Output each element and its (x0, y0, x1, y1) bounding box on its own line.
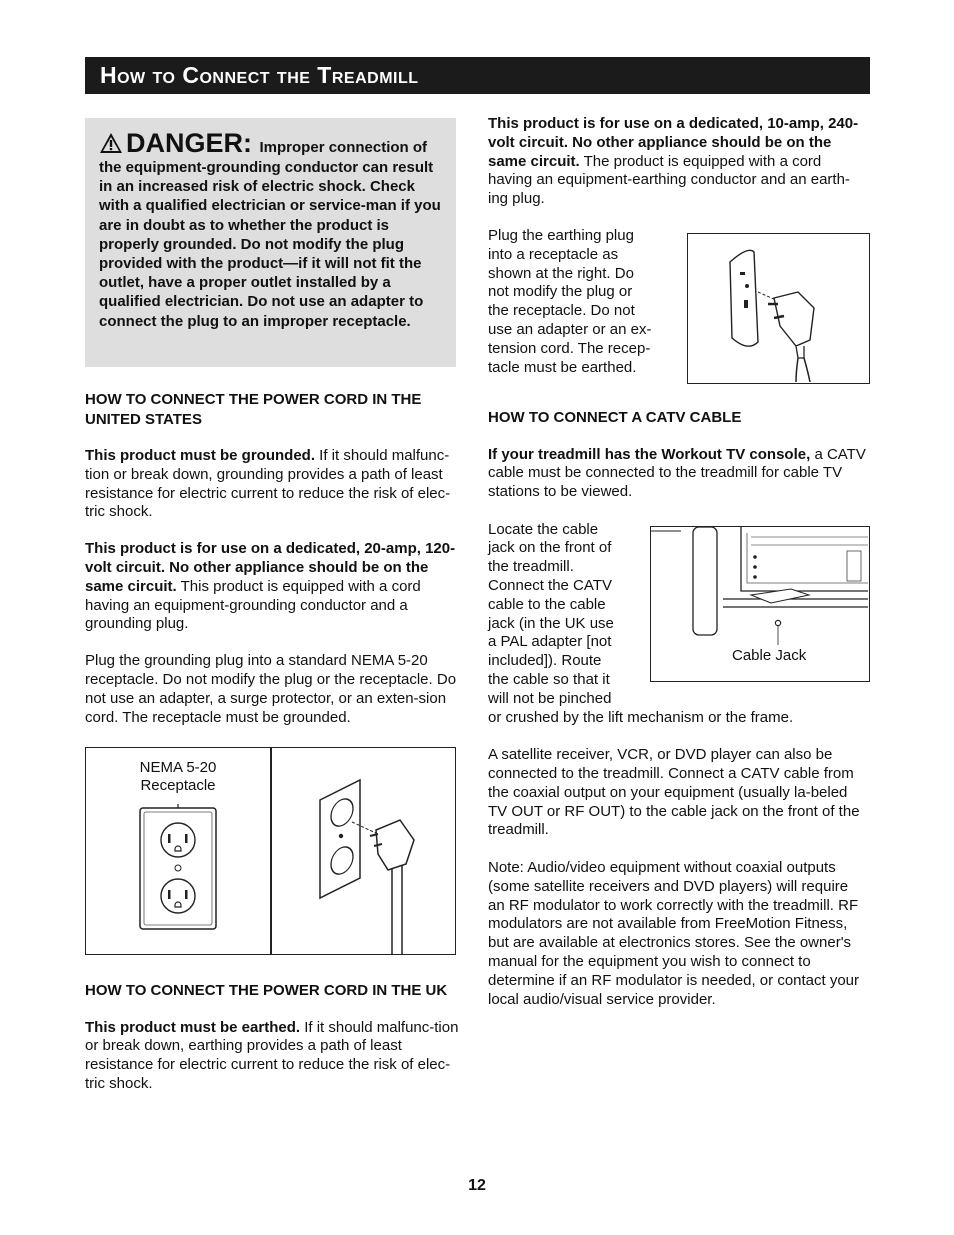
us-section (85, 390, 465, 727)
page-title: How to Connect the Treadmill (100, 62, 419, 88)
danger-word: DANGER: (126, 128, 252, 158)
danger-body: of the equipment-grounding conductor can result in an increased risk of electric shock. Check with a qualified electrician or service-man if you are in doubt as to whether the product is properly grounded. Do not modify the plug provided with the product—if it will not fit the outlet, have a proper outlet installed by a qualified electrician. Do not use an adapter to connect the plug to an improper receptacle. (99, 139, 441, 330)
catv-paragraph-2: Locate the cable jack on the front of the treadmill. Connect the CATV cable to the cable jack (in the UK use a PAL adapter [not included]). Route the cable so that it will not be pinched or crushed by the lift mechanism or the frame. (488, 520, 794, 726)
catv-paragraph-4: Note: Audio/video equipment without coaxial outputs (some satellite receivers and DVD players) will require an RF modulator to work correctly with the treadmill. RF modulators are not available from FreeMotion Fitness, but are available at electronics stores. See the owner's manual for the equipment you wish to connect to determine if an RF modulator is needed, or contact your local audio/visual service provider. (488, 859, 860, 1008)
us-paragraph-1: This product must be grounded. If it should malfunc-tion or break down, grounding provides a path of least resistance for electric current to reduce the risk of elec-tric shock. (85, 447, 451, 521)
catv-paragraph-1: If your treadmill has the Workout TV console, a CATV cable must be connected to the treadmill for cable TV stations to be viewed. (488, 445, 866, 501)
danger-lead: Improper connection (259, 139, 409, 156)
cable-jack-label: Cable Jack (732, 647, 807, 664)
uk-section-left (85, 981, 465, 1094)
us-figure (85, 747, 456, 955)
cable-jack-figure (650, 526, 870, 682)
us-heading: HOW TO CONNECT THE POWER CORD IN THE UNITED STATES (85, 391, 422, 428)
uk-paragraph-2: This product is for use on a dedicated, 10-amp, 240-volt circuit. No other appliance should be on the same circuit. The product is equipped with a cord having an equipment-earthing conductor and an earth-ing plug. (488, 115, 859, 208)
uk-paragraph-3: Plug the earthing plug into a receptacle as shown at the right. Do not modify the plug or the receptacle. Do not use an adapter or an ex- tension cord. The recep- tacle must be earthed. (488, 226, 652, 376)
uk-plug-icon (718, 242, 838, 382)
uk-plug-figure (687, 233, 870, 384)
warning-triangle-icon (99, 132, 123, 154)
page-title-bar (85, 57, 870, 94)
page-number: 12 (468, 1177, 486, 1194)
catv-paragraph-3: A satellite receiver, VCR, or DVD player can also be connected to the treadmill. Connect a CATV cable from the coaxial output on your equipment (usually la-beled TV OUT or RF OUT) to the cable jack on the front of the treadmill. (488, 746, 860, 839)
receptacle-label-line-2: Receptacle (140, 777, 216, 794)
figure-divider (270, 748, 272, 954)
uk-heading: HOW TO CONNECT THE POWER CORD IN THE UK (85, 982, 448, 999)
uk-paragraph-1: This product must be earthed. If it should malfunc-tion or break down, earthing provides a path of least resistance for electric current to reduce the risk of elec-tric shock. (85, 1018, 459, 1092)
nema-receptacle-icon (138, 804, 218, 932)
receptacle-label-line-1: NEMA 5-20 (139, 759, 217, 776)
us-paragraph-2: This product is for use on a dedicated, 20-amp, 120-volt circuit. No other appliance should be on the same circuit. This product is equipped with a cord having an equipment-grounding conductor and a grounding plug. (85, 540, 456, 633)
plug-insertion-icon (316, 774, 426, 954)
us-paragraph-3: Plug the grounding plug into a standard NEMA 5-20 receptacle. Do not modify the plug or the receptacle. Do not use an adapter, a surge protector, or an exten-sion cord. The receptacle must be grounded. (85, 652, 457, 726)
catv-heading: HOW TO CONNECT A CATV CABLE (488, 409, 742, 426)
catv-section (488, 408, 868, 1009)
danger-box (85, 118, 456, 367)
